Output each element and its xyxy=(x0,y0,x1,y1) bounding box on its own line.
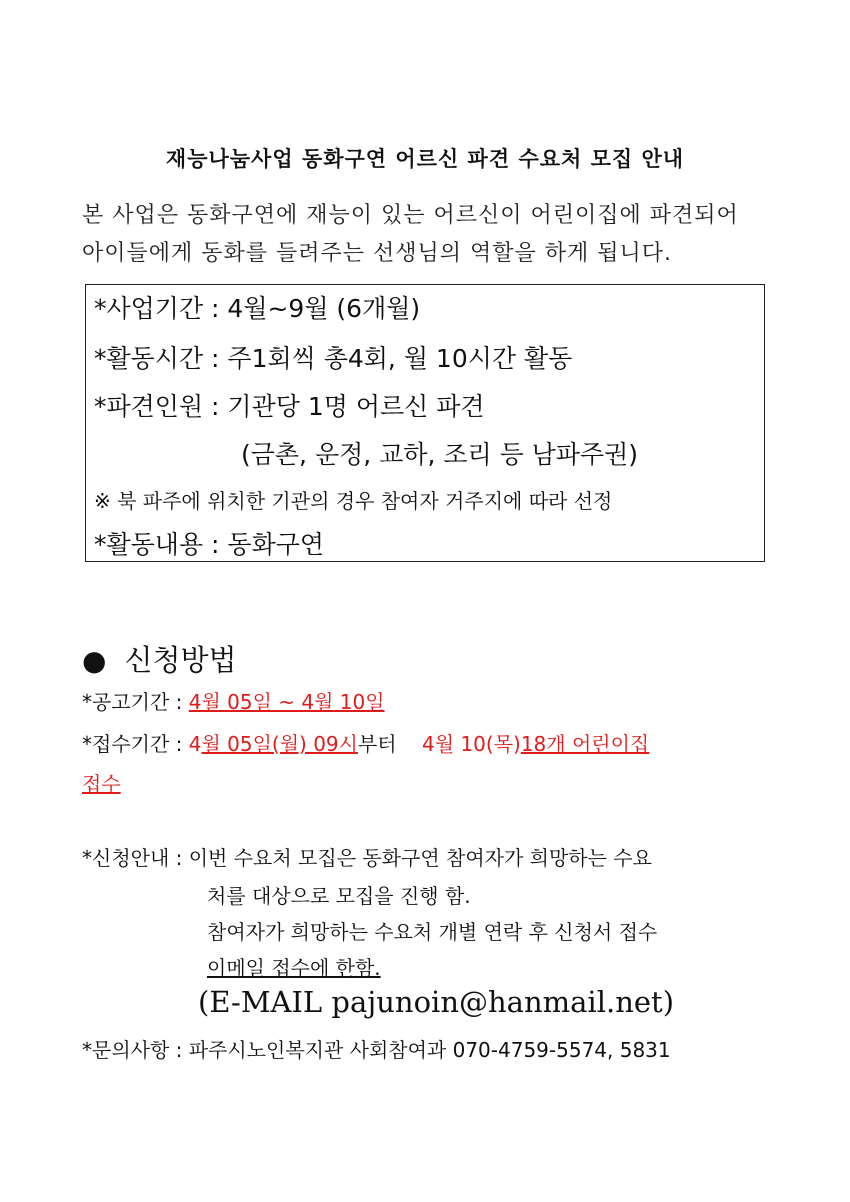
application-guide-line-1: *신청안내 : 이번 수요처 모집은 동화구연 참여자가 희망하는 수요 xyxy=(82,846,652,870)
announcement-label: *공고기간 : xyxy=(82,690,189,714)
email-address: (E-MAIL pajunoin@hanmail.net) xyxy=(198,985,675,1019)
program-period: *사업기간 : 4월~9월 (6개월) xyxy=(94,294,421,323)
activity-content: *활동내용 : 동화구연 xyxy=(94,530,325,559)
page-title: 재능나눔사업 동화구연 어르신 파견 수요처 모집 안내 xyxy=(165,147,685,171)
inquiry-contact: *문의사항 : 파주시노인복지관 사회참여과 070-4759-5574, 5831 xyxy=(82,1038,671,1062)
acceptance-start-b: 월 05일(월) 09시 xyxy=(201,732,358,756)
application-guide-line-2: 처를 대상으로 모집을 진행 함. xyxy=(207,884,471,908)
announcement-period xyxy=(82,686,385,715)
acceptance-continued xyxy=(82,768,121,797)
dispatch-staff: *파견인원 : 기관당 1명 어르신 파견 xyxy=(94,392,485,421)
section-heading xyxy=(82,638,237,679)
acceptance-label: *접수기간 : xyxy=(82,732,189,756)
bullet-icon: ● xyxy=(82,644,107,677)
application-guide-line-3: 참여자가 희망하는 수요처 개별 연락 후 신청서 접수 xyxy=(207,920,658,944)
section-title: 신청방법 xyxy=(124,643,237,677)
announcement-dates: 4월 05일 ~ 4월 10일 xyxy=(188,690,385,714)
acceptance-from: 부터 xyxy=(357,732,397,756)
acceptance-end: 4월 10(목) xyxy=(422,732,521,756)
program-summary-box xyxy=(85,284,765,562)
activity-time: *활동시간 : 주1회씩 총4회, 월 10시간 활동 xyxy=(94,344,573,373)
acceptance-target: 18개 어린이집 xyxy=(520,732,650,756)
intro-line-2: 아이들에게 동화를 들려주는 선생님의 역할을 하게 됩니다. xyxy=(82,241,673,266)
intro-line-1: 본 사업은 동화구연에 재능이 있는 어르신이 어린이집에 파견되어 xyxy=(82,203,739,228)
selection-note: ※ 북 파주에 위치한 기관의 경우 참여자 거주지에 따라 선정 xyxy=(94,489,613,513)
dispatch-region: (금촌, 운정, 교하, 조리 등 남파주권) xyxy=(241,440,639,469)
acceptance-receipt: 접수 xyxy=(82,772,121,796)
acceptance-start-a: 4 xyxy=(188,732,202,756)
acceptance-period xyxy=(82,728,649,757)
application-guide-line-4: 이메일 접수에 한함. xyxy=(207,956,381,980)
